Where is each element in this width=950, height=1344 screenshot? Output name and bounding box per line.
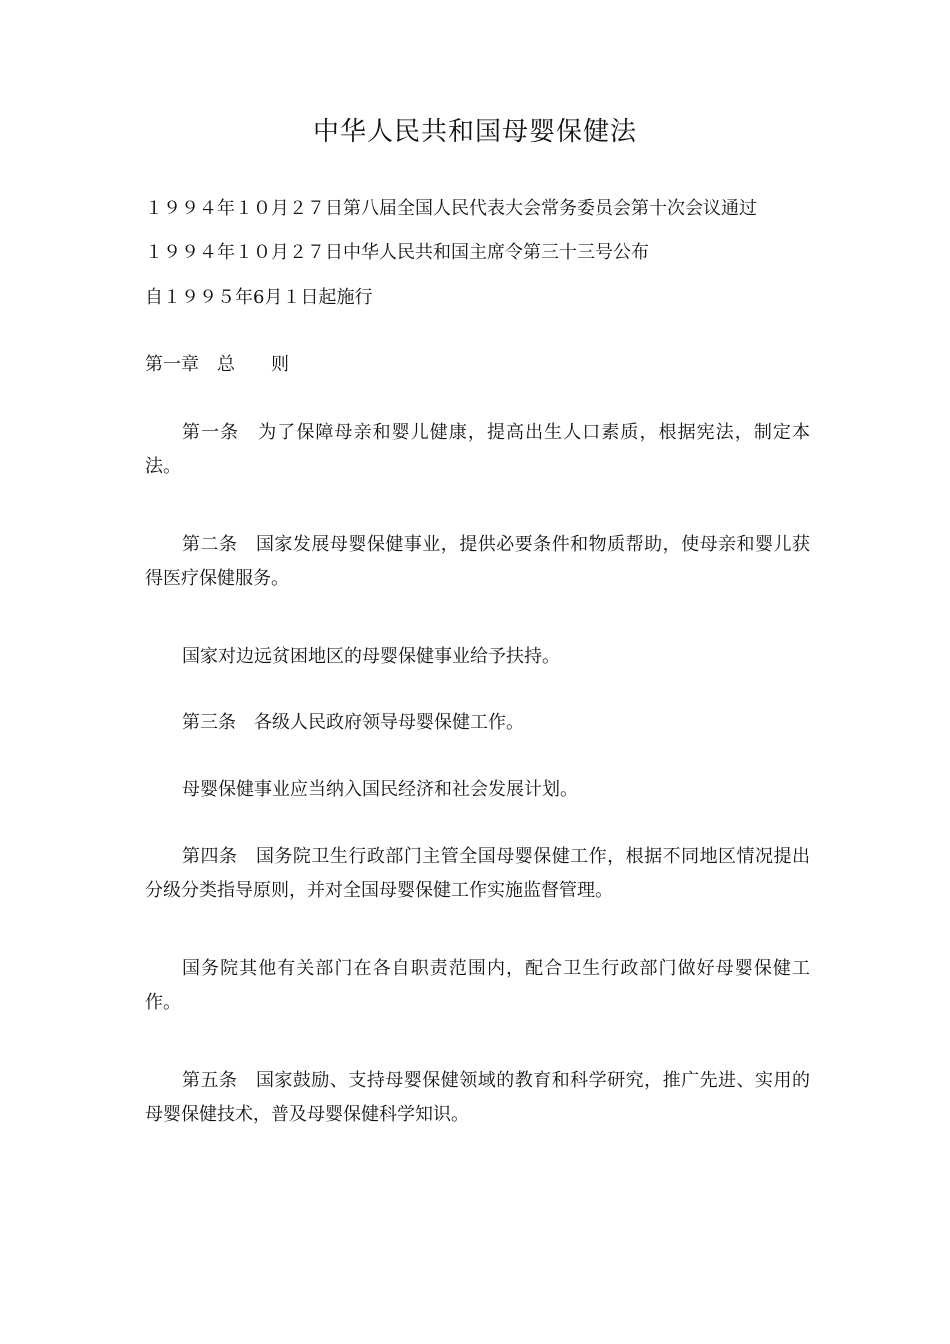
adoption-date-line: １９９４年１０月２７日第八届全国人民代表大会常务委员会第十次会议通过 (145, 198, 757, 219)
article-4: 第四条 国务院卫生行政部门主管全国母婴保健工作，根据不同地区情况提出分级分类指导原则，并对全国母婴保健工作实施监督管理。 (145, 846, 810, 901)
article-1: 第一条 为了保障母亲和婴儿健康，提高出生人口素质，根据宪法，制定本法。 (145, 422, 810, 477)
article-5: 第五条 国家鼓励、支持母婴保健领域的教育和科学研究，推广先进、实用的母婴保健技术，普及母婴保健科学知识。 (145, 1070, 810, 1125)
chapter-heading: 第一章 总 则 (145, 354, 289, 375)
article-2-paragraph-2: 国家对边远贫困地区的母婴保健事业给予扶持。 (182, 646, 560, 667)
effective-date-line: 自１９９５年6月１日起施行 (145, 287, 373, 308)
article-3-paragraph-2: 母婴保健事业应当纳入国民经济和社会发展计划。 (182, 779, 578, 800)
article-4-paragraph-2: 国务院其他有关部门在各自职责范围内，配合卫生行政部门做好母婴保健工作。 (145, 958, 810, 1013)
document-title: 中华人民共和国母婴保健法 (312, 117, 637, 147)
promulgation-line: １９９４年１０月２７日中华人民共和国主席令第三十三号公布 (145, 242, 649, 263)
article-2: 第二条 国家发展母婴保健事业，提供必要条件和物质帮助，使母亲和婴儿获得医疗保健服务。 (145, 534, 810, 589)
article-3: 第三条 各级人民政府领导母婴保健工作。 (182, 712, 524, 733)
